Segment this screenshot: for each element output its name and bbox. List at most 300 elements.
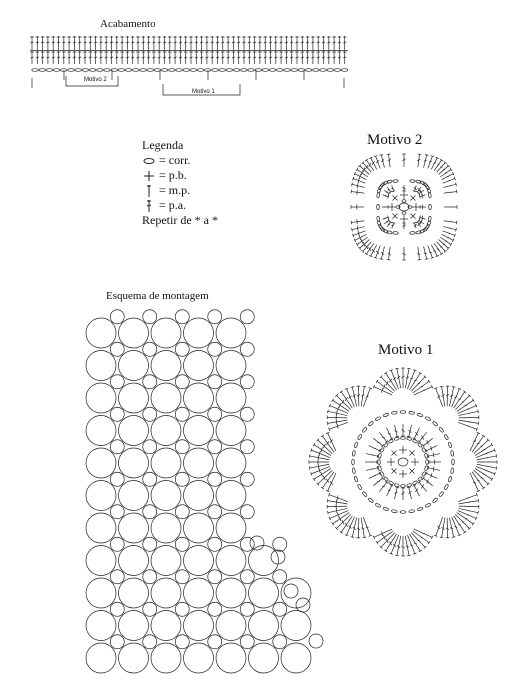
- motivo1-circle: [151, 546, 181, 576]
- motivo2-circle: [175, 375, 189, 389]
- stitch-top-bar: [440, 386, 444, 387]
- chain-stitch: [424, 453, 428, 458]
- double-crochet-stitch: [477, 464, 497, 468]
- stitch-cross-bar: [366, 396, 369, 397]
- stitch-cross-bar: [232, 57, 235, 58]
- stitch-top-bar: [388, 219, 390, 222]
- chain-stitch: [383, 507, 389, 511]
- chain-stitch: [378, 466, 382, 471]
- stitch-top-bar: [463, 531, 466, 533]
- stitch-top-bar: [472, 399, 474, 402]
- chain-stitch: [393, 231, 398, 234]
- stitch-cross-bar: [131, 57, 134, 58]
- double-crochet-stitch: [444, 221, 457, 223]
- chain-stitch: [212, 69, 218, 72]
- stitch-top-bar: [440, 537, 444, 538]
- stitch-cross-bar: [327, 42, 330, 43]
- stitch-top-bar: [419, 550, 422, 552]
- chain-stitch: [439, 427, 445, 433]
- stitch-cross-bar: [455, 527, 458, 528]
- stitch-cross-bar: [455, 397, 458, 398]
- double-crochet-stitch: [327, 417, 347, 418]
- motivo2-circle: [143, 635, 157, 649]
- stitch-top-bar: [313, 478, 315, 481]
- stitch-top-bar: [395, 555, 399, 556]
- stitch-cross-bar: [285, 42, 288, 43]
- chain-stitch: [82, 69, 88, 72]
- motivo1-circle: [151, 318, 181, 348]
- stitch-cross-bar: [46, 57, 49, 58]
- double-crochet-stitch: [419, 432, 426, 441]
- double-crochet-stitch: [358, 386, 359, 406]
- stitch-cross-bar: [163, 42, 166, 43]
- chain-stitch: [421, 447, 426, 452]
- stitch-cross-bar: [342, 400, 344, 404]
- motivo2-circle: [273, 635, 287, 649]
- double-crochet-stitch: [369, 473, 380, 478]
- stitch-cross-bar: [376, 160, 379, 163]
- motivo1-bracket: [163, 84, 240, 95]
- legend-text: = corr.: [159, 153, 191, 167]
- motivo2-circle: [175, 505, 189, 519]
- double-crochet-stitch: [360, 166, 370, 175]
- stitch-cross-bar: [211, 57, 214, 58]
- chain-stitch: [417, 413, 423, 417]
- double-crochet-stitch: [459, 501, 479, 504]
- chain-stitch: [377, 204, 380, 209]
- chain-stitch: [248, 69, 254, 72]
- motivo2-circle: [143, 537, 157, 551]
- motivo1-circle: [119, 578, 149, 608]
- stitch-cross-bar: [73, 57, 76, 58]
- stitch-top-bar: [478, 511, 479, 515]
- acabamento-border-chart: [30, 36, 348, 95]
- motivo2-circle: [110, 440, 124, 454]
- stitch-top-bar: [321, 435, 324, 437]
- stitch-cross-bar: [243, 42, 246, 43]
- stitch-cross-bar: [473, 441, 476, 442]
- motivo2-circle: [175, 602, 189, 616]
- chain-stitch: [444, 434, 449, 440]
- double-crochet-stitch: [423, 438, 432, 445]
- chain-stitch: [298, 69, 304, 72]
- motivo2-circle: [208, 310, 222, 324]
- motivo2-circle: [240, 537, 254, 551]
- double-crochet-stitch: [470, 433, 478, 451]
- double-crochet-stitch: [405, 536, 409, 556]
- chain-stitch: [402, 200, 406, 203]
- chain-stitch: [75, 69, 81, 72]
- stitch-top-bar: [450, 168, 452, 171]
- chain-stitch: [305, 69, 311, 72]
- chain-stitch: [352, 450, 356, 456]
- motivo2-circle: [208, 440, 222, 454]
- chain-stitch: [46, 69, 52, 72]
- double-crochet-stitch: [436, 388, 443, 407]
- motivo2-circle: [110, 635, 124, 649]
- motivo2-circle: [208, 570, 222, 584]
- stitch-cross-bar: [36, 42, 39, 43]
- motivo2-circle: [273, 570, 287, 584]
- stitch-top-bar: [428, 454, 429, 458]
- stitch-top-bar: [376, 541, 378, 544]
- stitch-cross-bar: [366, 527, 369, 528]
- double-crochet-stitch: [476, 466, 495, 473]
- stitch-top-bar: [425, 259, 428, 260]
- motivo2-circle: [240, 505, 254, 519]
- motivo1-circle: [151, 351, 181, 381]
- stitch-top-bar: [419, 372, 422, 374]
- motivo1-circle: [86, 448, 116, 478]
- stitch-cross-bar: [174, 57, 177, 58]
- stitch-cross-bar: [158, 42, 161, 43]
- double-crochet-stitch: [373, 438, 382, 445]
- chain-stitch: [219, 69, 225, 72]
- motivo2-circle: [110, 310, 124, 324]
- stitch-cross-bar: [62, 42, 65, 43]
- motivo2-circle: [240, 375, 254, 389]
- stitch-cross-bar: [137, 57, 140, 58]
- stitch-cross-bar: [336, 508, 337, 513]
- double-crochet-stitch: [414, 428, 419, 439]
- chain-stitch: [383, 413, 389, 417]
- chain-stitch: [388, 480, 393, 485]
- chain-stitch: [407, 483, 412, 487]
- stitch-cross-bar: [290, 42, 293, 43]
- stitch-cross-bar: [168, 57, 171, 58]
- stitch-top-bar: [377, 454, 378, 458]
- stitch-cross-bar: [211, 42, 214, 43]
- stitch-top-bar: [377, 466, 378, 470]
- double-crochet-stitch: [443, 184, 456, 187]
- stitch-cross-bar: [216, 57, 219, 58]
- stitch-cross-bar: [221, 57, 224, 58]
- stitch-cross-bar: [237, 42, 240, 43]
- chain-stitch: [407, 437, 412, 441]
- double-crochet-stitch: [360, 240, 370, 249]
- stitch-top-bar: [363, 386, 367, 387]
- motivo1-title: Motivo 1: [378, 342, 434, 358]
- motivo1-circle: [249, 611, 279, 641]
- chain-stitch: [147, 69, 153, 72]
- stitch-cross-bar: [200, 57, 203, 58]
- stitch-cross-bar: [41, 42, 44, 43]
- motivo1-circle: [86, 318, 116, 348]
- double-crochet-stitch: [376, 156, 381, 168]
- stitch-top-bar: [428, 466, 429, 470]
- stitch-top-bar: [321, 487, 324, 489]
- chain-stitch: [417, 442, 422, 447]
- motivo2-circle: [208, 635, 222, 649]
- stitch-cross-bar: [52, 57, 55, 58]
- motivo2-circle: [240, 310, 254, 324]
- motivo1-circle: [216, 448, 246, 478]
- chain-stitch: [412, 480, 417, 485]
- chain-stitch: [417, 476, 422, 481]
- stitch-cross-bar: [258, 42, 261, 43]
- stitch-cross-bar: [31, 57, 34, 58]
- stitch-cross-bar: [147, 57, 150, 58]
- stitch-cross-bar: [105, 42, 108, 43]
- stitch-top-bar: [456, 228, 457, 231]
- stitch-cross-bar: [163, 57, 166, 58]
- stitch-cross-bar: [168, 42, 171, 43]
- motivo1-circle: [119, 351, 149, 381]
- chain-stitch: [368, 421, 374, 427]
- motivo2-circle: [143, 342, 157, 356]
- stitch-top-bar: [440, 159, 443, 161]
- stitch-cross-bar: [89, 57, 92, 58]
- double-crochet-stitch: [310, 464, 330, 468]
- double-crochet-stitch: [391, 535, 398, 554]
- chain-stitch: [226, 69, 232, 72]
- motivo2-circle: [273, 602, 287, 616]
- stitch-cross-bar: [248, 42, 251, 43]
- motivo2-circle: [175, 472, 189, 486]
- chain-stitch: [409, 411, 415, 415]
- motivo1-circle: [184, 546, 214, 576]
- motivo2-circle: [143, 375, 157, 389]
- motivo1-circle: [281, 643, 311, 673]
- double-crochet-stitch: [358, 518, 359, 538]
- stitch-cross-bar: [323, 476, 325, 480]
- chain-stitch: [391, 411, 397, 415]
- double-crochet-stitch: [414, 529, 432, 537]
- stitch-cross-bar: [415, 432, 418, 435]
- chain-stitch: [68, 69, 74, 72]
- stitch-cross-bar: [410, 545, 413, 546]
- stitch-cross-bar: [420, 220, 422, 224]
- motivo2-circle: [175, 440, 189, 454]
- motivo2-circle: [208, 375, 222, 389]
- stitch-top-bar: [425, 155, 428, 156]
- motivo2-circle: [110, 602, 124, 616]
- double-crochet-stitch: [459, 506, 479, 507]
- double-crochet-stitch: [369, 446, 380, 451]
- stitch-top-bar: [332, 399, 334, 402]
- stitch-cross-bar: [330, 481, 333, 484]
- stitch-cross-bar: [269, 42, 272, 43]
- stitch-cross-bar: [306, 57, 309, 58]
- stitch-cross-bar: [115, 42, 118, 43]
- chain-stitch: [97, 69, 103, 72]
- motivo1-circle: [216, 351, 246, 381]
- chain-stitch: [450, 468, 454, 474]
- chain-stitch: [320, 69, 326, 72]
- motivo1-circle: [184, 318, 214, 348]
- motivo2-circle: [143, 440, 157, 454]
- stitch-cross-bar: [221, 42, 224, 43]
- double-crochet-stitch: [443, 227, 456, 230]
- stitch-top-bar: [478, 499, 479, 503]
- motivo2-circle: [208, 505, 222, 519]
- motivo1-circle: [86, 546, 116, 576]
- motivo1-circle: [151, 513, 181, 543]
- motivo1-circle: [216, 546, 246, 576]
- motivo1-circle: [119, 611, 149, 641]
- double-crochet-stitch: [376, 246, 381, 258]
- double-crochet-stitch: [428, 246, 433, 258]
- motivo2-circle: [208, 472, 222, 486]
- motivo2-circle: [143, 472, 157, 486]
- stitch-cross-bar: [327, 57, 330, 58]
- double-crochet-stitch: [363, 388, 370, 407]
- stitch-cross-bar: [388, 433, 391, 434]
- motivo1-circle: [184, 416, 214, 446]
- chain-stitch: [427, 221, 431, 227]
- motivo1-circle: [216, 643, 246, 673]
- stitch-cross-bar: [349, 395, 352, 398]
- stitch-cross-bar: [357, 226, 358, 231]
- chain-stitch: [357, 434, 362, 440]
- stitch-cross-bar: [487, 466, 488, 467]
- chain-stitch: [412, 439, 417, 444]
- stitch-cross-bar: [338, 42, 341, 43]
- chain-stitch: [362, 491, 368, 497]
- stitch-cross-bar: [258, 57, 261, 58]
- stitch-top-bar: [456, 183, 457, 186]
- stitch-top-bar: [496, 466, 497, 470]
- motivo1-circle: [216, 513, 246, 543]
- chain-stitch: [432, 421, 438, 427]
- stitch-top-bar: [478, 410, 479, 414]
- stitch-top-bar: [332, 522, 334, 525]
- motivo1-circle: [119, 546, 149, 576]
- stitch-cross-bar: [393, 544, 396, 547]
- motivo2-circle: [240, 570, 254, 584]
- chain-stitch: [448, 442, 452, 448]
- acabamento-title: Acabamento: [100, 18, 156, 30]
- stitch-top-bar: [478, 422, 479, 426]
- stitch-cross-bar: [227, 57, 230, 58]
- double-crochet-stitch: [328, 420, 348, 423]
- chain-stitch: [375, 416, 381, 421]
- stitch-cross-bar: [142, 42, 145, 43]
- stitch-cross-bar: [195, 57, 198, 58]
- stitch-cross-bar: [484, 474, 486, 475]
- motivo1-circle: [119, 481, 149, 511]
- stitch-cross-bar: [200, 42, 203, 43]
- double-crochet-stitch: [379, 482, 386, 491]
- stitch-cross-bar: [68, 57, 71, 58]
- motivo2-circle: [143, 570, 157, 584]
- stitch-cross-bar: [311, 42, 314, 43]
- chain-stitch: [425, 503, 431, 508]
- chain-stitch: [401, 485, 406, 488]
- chain-stitch: [53, 69, 59, 72]
- stitch-cross-bar: [383, 384, 385, 388]
- stitch-top-bar: [482, 435, 485, 437]
- motivo1-circle: [151, 481, 181, 511]
- double-crochet-stitch: [443, 231, 455, 236]
- chain-stitch: [394, 483, 399, 487]
- stitch-cross-bar: [433, 163, 436, 164]
- stitch-top-bar: [428, 541, 430, 544]
- stitch-cross-bar: [433, 467, 434, 472]
- chain-stitch: [277, 69, 283, 72]
- motivo2-circle: [110, 537, 124, 551]
- stitch-cross-bar: [57, 42, 60, 43]
- motivo2-chart: [351, 154, 457, 260]
- motivo2-circle: [175, 635, 189, 649]
- motivo2-circle: [143, 310, 157, 324]
- legend-title: Legenda: [142, 138, 184, 152]
- stitch-cross-bar: [484, 449, 486, 450]
- chain-stitch: [378, 460, 381, 465]
- motivo2-bracket: [66, 76, 118, 86]
- motivo2-circle: [296, 598, 310, 612]
- legend-text: = p.b.: [159, 168, 187, 182]
- motivo2-circle: [309, 634, 323, 648]
- double-crochet-stitch: [423, 478, 432, 485]
- stitch-top-bar: [340, 391, 343, 393]
- stitch-cross-bar: [386, 381, 388, 385]
- chain-stitch: [380, 447, 385, 452]
- stitch-top-bar: [384, 372, 387, 374]
- stitch-cross-bar: [415, 489, 418, 492]
- chain-stitch: [388, 439, 393, 444]
- esquema-title: Esquema de montagem: [106, 290, 209, 302]
- stitch-cross-bar: [57, 57, 60, 58]
- double-crochet-stitch: [328, 501, 348, 504]
- chain-stitch: [140, 69, 146, 72]
- chain-stitch: [39, 69, 45, 72]
- stitch-top-bar: [491, 478, 493, 481]
- motivo2-circle: [240, 472, 254, 486]
- motivo1-circle: [86, 383, 116, 413]
- double-crochet-stitch: [428, 468, 440, 471]
- motivo1-circle: [249, 578, 279, 608]
- stitch-cross-bar: [46, 42, 49, 43]
- motivo2-circle: [110, 342, 124, 356]
- chain-stitch: [452, 459, 455, 465]
- chain-stitch: [354, 442, 358, 448]
- stitch-cross-bar: [62, 57, 65, 58]
- motivo2-circle: [175, 537, 189, 551]
- stitch-cross-bar: [73, 42, 76, 43]
- double-crochet-stitch: [443, 179, 455, 184]
- motivo1-circle: [184, 383, 214, 413]
- chain-stitch: [377, 188, 381, 194]
- stitch-cross-bar: [31, 42, 34, 43]
- double-crochet-stitch: [351, 192, 364, 194]
- stitch-top-bar: [418, 192, 420, 195]
- chain-stitch: [284, 69, 290, 72]
- chain-stitch: [313, 69, 319, 72]
- chain-stitch: [409, 509, 415, 513]
- stitch-cross-bar: [237, 57, 240, 58]
- stitch-top-bar: [340, 531, 343, 533]
- stitch-cross-bar: [205, 42, 208, 43]
- stitch-cross-bar: [437, 395, 440, 398]
- chain-stitch: [190, 69, 196, 72]
- stitch-cross-bar: [232, 42, 235, 43]
- motivo1-circle: [184, 611, 214, 641]
- chain-stitch: [125, 69, 131, 72]
- chain-stitch: [400, 511, 406, 514]
- motivo1-circle: [184, 448, 214, 478]
- double-crochet-stitch: [458, 422, 477, 429]
- chain-stitch: [402, 212, 406, 215]
- motivo2-circle: [143, 505, 157, 519]
- chain-stitch: [262, 69, 268, 72]
- double-crochet-stitch: [328, 433, 336, 451]
- motivo2-title: Motivo 2: [367, 132, 423, 148]
- stitch-top-bar: [416, 221, 419, 223]
- stitch-cross-bar: [317, 57, 320, 58]
- chain-stitch: [401, 437, 406, 440]
- double-crochet-stitch: [437, 163, 446, 173]
